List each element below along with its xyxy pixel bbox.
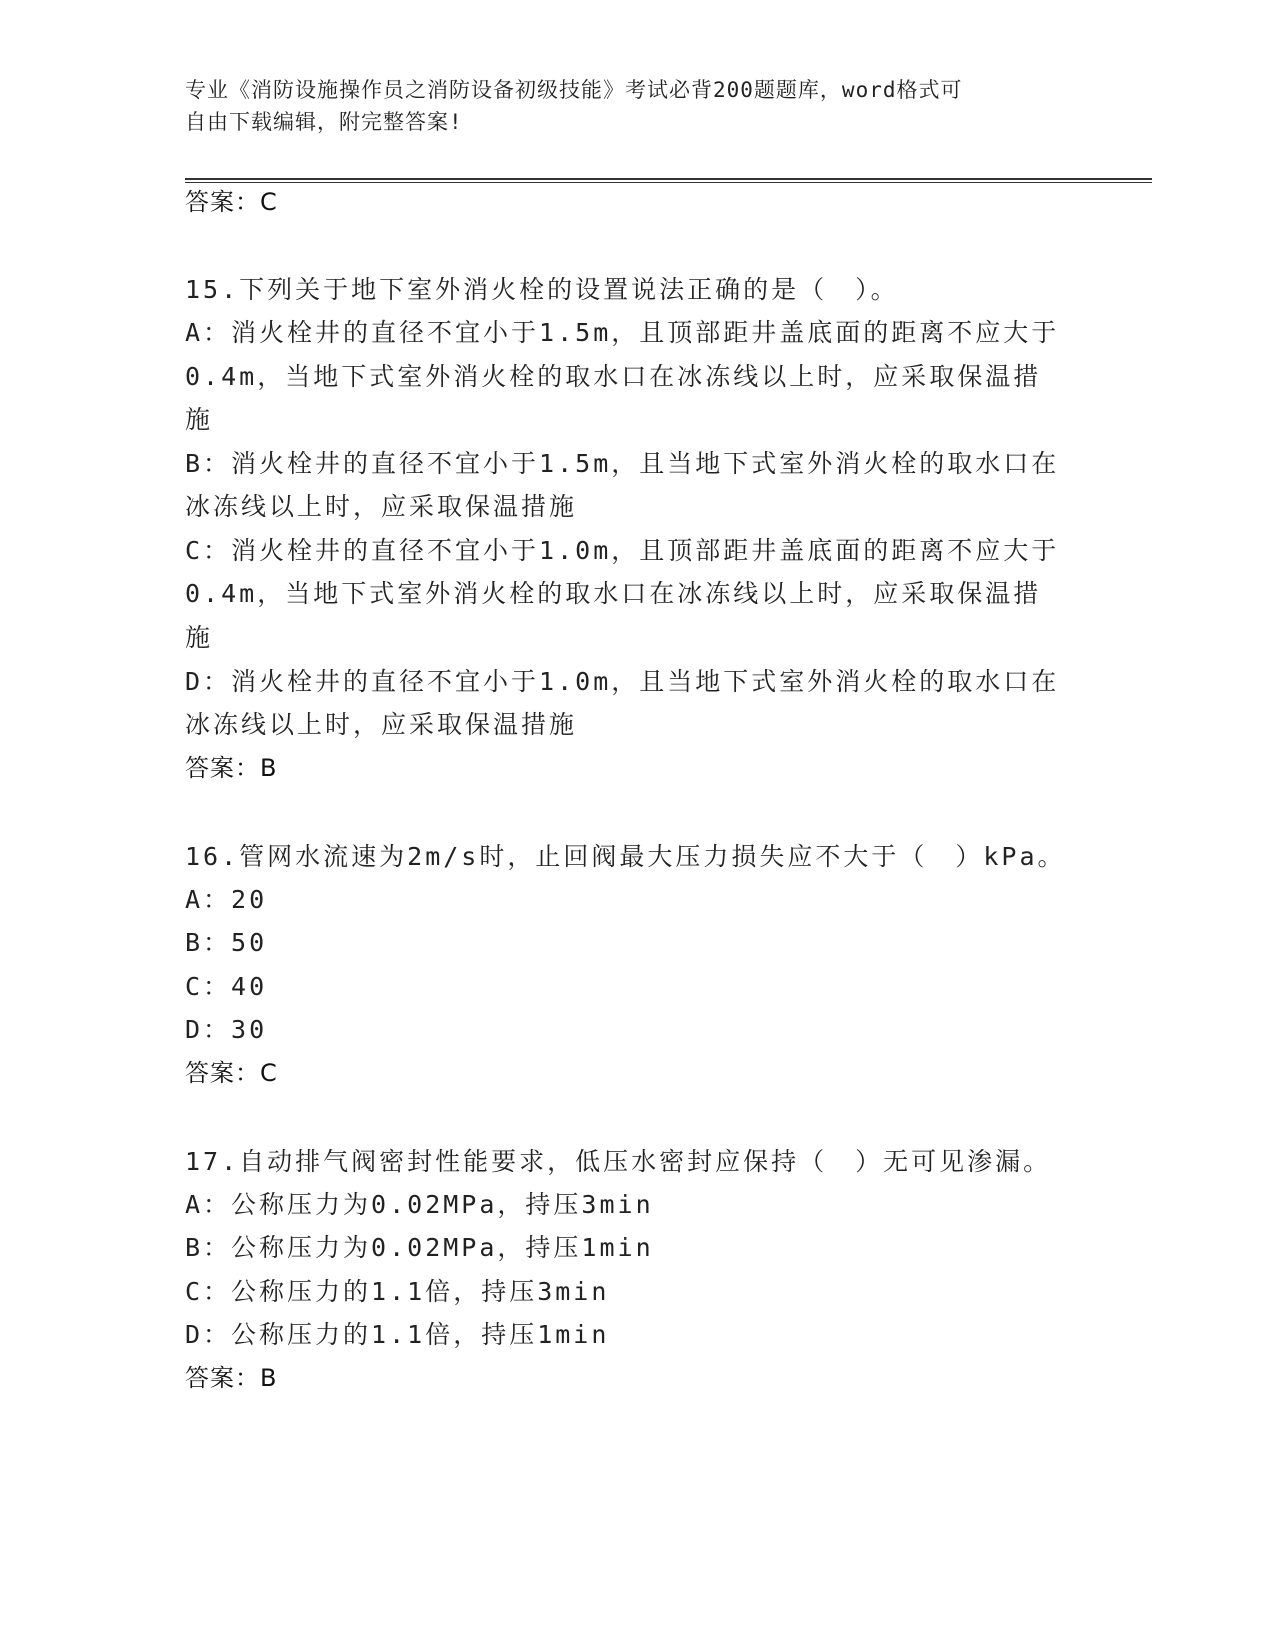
- question-15-answer: 答案：B: [185, 754, 278, 782]
- question-15-option-a-line-1: A：消火栓井的直径不宜小于1.5m，且顶部距井盖底面的距离不应大于: [185, 318, 1060, 347]
- question-17-option-a: A：公称压力为0.02MPa，持压3min: [185, 1190, 654, 1219]
- question-15-option-c-line-2: 0.4m，当地下式室外消火栓的取水口在冰冻线以上时，应采取保温措: [185, 579, 1042, 608]
- question-15-option-b-line-1: B：消火栓井的直径不宜小于1.5m，且当地下式室外消火栓的取水口在: [185, 449, 1060, 478]
- question-15-option-c-line-1: C：消火栓井的直径不宜小于1.0m，且顶部距井盖底面的距离不应大于: [185, 536, 1060, 565]
- question-15-option-c-line-3: 施: [185, 623, 214, 652]
- question-16-stem: 16.管网水流速为2m/s时，止回阀最大压力损失应不大于（ ）kPa。: [185, 842, 1066, 871]
- question-15-option-d-line-2: 冰冻线以上时，应采取保温措施: [185, 710, 578, 739]
- question-15-option-a-line-3: 施: [185, 405, 214, 434]
- question-15-option-a-line-2: 0.4m，当地下式室外消火栓的取水口在冰冻线以上时，应采取保温措: [185, 362, 1042, 391]
- question-16-option-a: A：20: [185, 885, 268, 914]
- question-16-option-c: C：40: [185, 972, 268, 1001]
- question-17-answer: 答案：B: [185, 1364, 278, 1392]
- question-15-stem: 15.下列关于地下室外消火栓的设置说法正确的是（ ）。: [185, 275, 899, 304]
- question-16-answer: 答案：C: [185, 1059, 278, 1087]
- question-17-option-b: B：公称压力为0.02MPa，持压1min: [185, 1233, 654, 1262]
- question-17-stem: 17.自动排气阀密封性能要求，低压水密封应保持（ ）无可见渗漏。: [185, 1147, 1052, 1176]
- question-17-option-d: D：公称压力的1.1倍，持压1min: [185, 1320, 610, 1349]
- header-divider: [185, 178, 1152, 183]
- header-line-2: 自由下载编辑，附完整答案!: [185, 110, 463, 134]
- document-header: [185, 74, 1065, 138]
- question-16-option-b: B：50: [185, 928, 268, 957]
- header-line-1: 专业《消防设施操作员之消防设备初级技能》考试必背200题题库，word格式可: [185, 78, 963, 102]
- previous-answer: 答案：C: [185, 188, 278, 216]
- question-17-option-c: C：公称压力的1.1倍，持压3min: [185, 1277, 610, 1306]
- question-15-option-b-line-2: 冰冻线以上时，应采取保温措施: [185, 492, 578, 521]
- question-16-option-d: D：30: [185, 1015, 268, 1044]
- question-15-option-d-line-1: D：消火栓井的直径不宜小于1.0m，且当地下式室外消火栓的取水口在: [185, 667, 1060, 696]
